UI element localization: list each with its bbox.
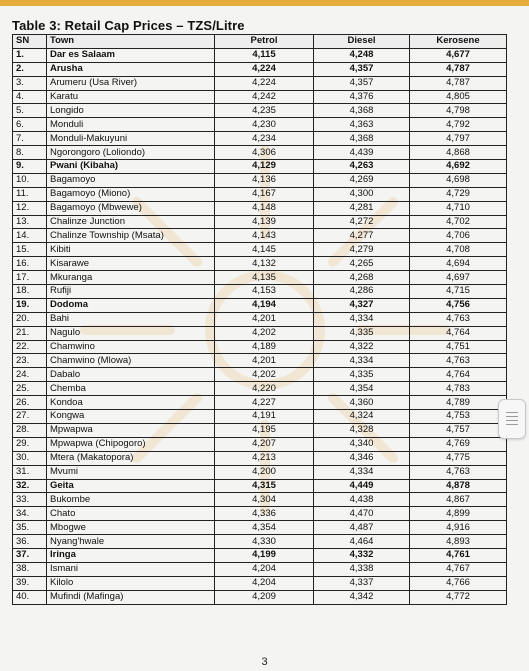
table-row (13, 410, 507, 424)
cell-sn: 14. (13, 229, 47, 243)
table-row (13, 382, 507, 396)
table-body (13, 48, 507, 604)
cell-kerosene: 4,697 (410, 271, 507, 285)
cell-diesel: 4,337 (314, 576, 410, 590)
cell-diesel: 4,327 (314, 298, 410, 312)
cell-diesel: 4,322 (314, 340, 410, 354)
cell-town: Kongwa (47, 410, 215, 424)
table-row (13, 535, 507, 549)
cell-diesel: 4,332 (314, 548, 410, 562)
cell-sn: 35. (13, 521, 47, 535)
cell-town: Ngorongoro (Loliondo) (47, 146, 215, 160)
cell-petrol: 4,330 (215, 535, 314, 549)
cell-sn: 30. (13, 451, 47, 465)
cell-sn: 2. (13, 62, 47, 76)
cell-sn: 9. (13, 160, 47, 174)
table-row (13, 243, 507, 257)
cell-sn: 26. (13, 396, 47, 410)
cell-sn: 10. (13, 173, 47, 187)
cell-town: Dar es Salaam (47, 48, 215, 62)
cell-town: Dodoma (47, 298, 215, 312)
table-row (13, 507, 507, 521)
cell-kerosene: 4,798 (410, 104, 507, 118)
cell-sn: 20. (13, 312, 47, 326)
table-row (13, 271, 507, 285)
cell-diesel: 4,269 (314, 173, 410, 187)
cell-diesel: 4,268 (314, 271, 410, 285)
cell-town: Nyang'hwale (47, 535, 215, 549)
cell-kerosene: 4,867 (410, 493, 507, 507)
cell-kerosene: 4,715 (410, 285, 507, 299)
cell-diesel: 4,357 (314, 76, 410, 90)
cell-kerosene: 4,787 (410, 62, 507, 76)
cell-kerosene: 4,756 (410, 298, 507, 312)
cell-town: Arumeru (Usa River) (47, 76, 215, 90)
table-row (13, 576, 507, 590)
cell-kerosene: 4,772 (410, 590, 507, 604)
cell-kerosene: 4,783 (410, 382, 507, 396)
cell-petrol: 4,202 (215, 368, 314, 382)
cell-diesel: 4,300 (314, 187, 410, 201)
cell-sn: 38. (13, 562, 47, 576)
column-header-town: Town (47, 35, 215, 49)
cell-town: Kisarawe (47, 257, 215, 271)
cell-sn: 21. (13, 326, 47, 340)
table-row (13, 437, 507, 451)
cell-diesel: 4,487 (314, 521, 410, 535)
cell-sn: 17. (13, 271, 47, 285)
cell-town: Mpwapwa (47, 423, 215, 437)
cell-kerosene: 4,764 (410, 326, 507, 340)
cell-petrol: 4,242 (215, 90, 314, 104)
cell-sn: 25. (13, 382, 47, 396)
table-row (13, 326, 507, 340)
cell-kerosene: 4,775 (410, 451, 507, 465)
cell-diesel: 4,265 (314, 257, 410, 271)
cell-town: Bagamoyo (Mbwewe) (47, 201, 215, 215)
cell-kerosene: 4,708 (410, 243, 507, 257)
page-number: 3 (261, 656, 268, 668)
cell-kerosene: 4,751 (410, 340, 507, 354)
cell-kerosene: 4,702 (410, 215, 507, 229)
cell-kerosene: 4,766 (410, 576, 507, 590)
cell-diesel: 4,272 (314, 215, 410, 229)
table-row (13, 48, 507, 62)
table-row (13, 562, 507, 576)
cell-town: Karatu (47, 90, 215, 104)
cell-sn: 5. (13, 104, 47, 118)
cell-diesel: 4,335 (314, 326, 410, 340)
cell-sn: 4. (13, 90, 47, 104)
table-row (13, 354, 507, 368)
cell-kerosene: 4,916 (410, 521, 507, 535)
table-row (13, 201, 507, 215)
cell-diesel: 4,470 (314, 507, 410, 521)
cell-town: Iringa (47, 548, 215, 562)
cell-sn: 22. (13, 340, 47, 354)
cell-petrol: 4,224 (215, 76, 314, 90)
cell-diesel: 4,286 (314, 285, 410, 299)
table-row (13, 451, 507, 465)
table-row (13, 76, 507, 90)
cell-sn: 28. (13, 423, 47, 437)
cell-town: Longido (47, 104, 215, 118)
cell-town: Monduli (47, 118, 215, 132)
cell-town: Rufiji (47, 285, 215, 299)
table-title: Table 3: Retail Cap Prices – TZS/Litre (12, 18, 245, 33)
cell-sn: 31. (13, 465, 47, 479)
cell-town: Kilolo (47, 576, 215, 590)
retail-cap-prices-table (12, 34, 507, 605)
cell-kerosene: 4,899 (410, 507, 507, 521)
cell-town: Chalinze Junction (47, 215, 215, 229)
cell-town: Dabalo (47, 368, 215, 382)
cell-diesel: 4,368 (314, 104, 410, 118)
cell-sn: 40. (13, 590, 47, 604)
cell-diesel: 4,363 (314, 118, 410, 132)
cell-petrol: 4,315 (215, 479, 314, 493)
cell-sn: 36. (13, 535, 47, 549)
cell-diesel: 4,248 (314, 48, 410, 62)
cell-kerosene: 4,792 (410, 118, 507, 132)
column-header-kerosene: Kerosene (410, 35, 507, 49)
cell-kerosene: 4,797 (410, 132, 507, 146)
cell-diesel: 4,334 (314, 354, 410, 368)
table-row (13, 285, 507, 299)
cell-town: Monduli-Makuyuni (47, 132, 215, 146)
table-row (13, 104, 507, 118)
cell-town: Bukombe (47, 493, 215, 507)
cell-diesel: 4,334 (314, 312, 410, 326)
table-row (13, 521, 507, 535)
table-row (13, 146, 507, 160)
cell-town: Mpwapwa (Chipogoro) (47, 437, 215, 451)
table-row (13, 118, 507, 132)
cell-petrol: 4,189 (215, 340, 314, 354)
cell-town: Mkuranga (47, 271, 215, 285)
table-row (13, 229, 507, 243)
cell-town: Nagulo (47, 326, 215, 340)
table-row (13, 90, 507, 104)
table-row (13, 160, 507, 174)
cell-kerosene: 4,694 (410, 257, 507, 271)
cell-petrol: 4,207 (215, 437, 314, 451)
cell-kerosene: 4,698 (410, 173, 507, 187)
top-accent-bar (0, 0, 529, 6)
cell-diesel: 4,449 (314, 479, 410, 493)
menu-lines-icon[interactable] (498, 399, 526, 439)
cell-town: Mbogwe (47, 521, 215, 535)
cell-kerosene: 4,757 (410, 423, 507, 437)
cell-kerosene: 4,767 (410, 562, 507, 576)
cell-town: Mufindi (Mafinga) (47, 590, 215, 604)
cell-sn: 37. (13, 548, 47, 562)
cell-town: Bahi (47, 312, 215, 326)
cell-kerosene: 4,706 (410, 229, 507, 243)
cell-diesel: 4,438 (314, 493, 410, 507)
cell-diesel: 4,360 (314, 396, 410, 410)
cell-petrol: 4,148 (215, 201, 314, 215)
cell-sn: 15. (13, 243, 47, 257)
cell-petrol: 4,129 (215, 160, 314, 174)
cell-town: Pwani (Kibaha) (47, 160, 215, 174)
cell-diesel: 4,328 (314, 423, 410, 437)
cell-diesel: 4,338 (314, 562, 410, 576)
cell-sn: 7. (13, 132, 47, 146)
cell-diesel: 4,324 (314, 410, 410, 424)
cell-sn: 29. (13, 437, 47, 451)
cell-sn: 1. (13, 48, 47, 62)
cell-sn: 19. (13, 298, 47, 312)
cell-petrol: 4,139 (215, 215, 314, 229)
cell-town: Mtera (Makatopora) (47, 451, 215, 465)
cell-sn: 18. (13, 285, 47, 299)
cell-diesel: 4,357 (314, 62, 410, 76)
cell-petrol: 4,195 (215, 423, 314, 437)
cell-town: Chemba (47, 382, 215, 396)
cell-town: Chamwino (Mlowa) (47, 354, 215, 368)
table-row (13, 132, 507, 146)
cell-diesel: 4,464 (314, 535, 410, 549)
cell-petrol: 4,153 (215, 285, 314, 299)
cell-town: Ismani (47, 562, 215, 576)
cell-sn: 6. (13, 118, 47, 132)
cell-petrol: 4,204 (215, 576, 314, 590)
cell-petrol: 4,304 (215, 493, 314, 507)
cell-kerosene: 4,763 (410, 312, 507, 326)
cell-petrol: 4,306 (215, 146, 314, 160)
cell-kerosene: 4,753 (410, 410, 507, 424)
cell-sn: 11. (13, 187, 47, 201)
cell-petrol: 4,115 (215, 48, 314, 62)
cell-petrol: 4,204 (215, 562, 314, 576)
cell-diesel: 4,346 (314, 451, 410, 465)
cell-petrol: 4,135 (215, 271, 314, 285)
cell-sn: 12. (13, 201, 47, 215)
cell-sn: 27. (13, 410, 47, 424)
table-row (13, 479, 507, 493)
table-header-row (13, 35, 507, 49)
cell-diesel: 4,334 (314, 465, 410, 479)
column-header-petrol: Petrol (215, 35, 314, 49)
cell-town: Kondoa (47, 396, 215, 410)
table-row (13, 340, 507, 354)
cell-sn: 33. (13, 493, 47, 507)
cell-diesel: 4,263 (314, 160, 410, 174)
cell-petrol: 4,143 (215, 229, 314, 243)
cell-kerosene: 4,893 (410, 535, 507, 549)
cell-town: Chalinze Township (Msata) (47, 229, 215, 243)
table-row (13, 396, 507, 410)
table-row (13, 493, 507, 507)
cell-kerosene: 4,763 (410, 354, 507, 368)
cell-kerosene: 4,764 (410, 368, 507, 382)
table-row (13, 215, 507, 229)
cell-kerosene: 4,692 (410, 160, 507, 174)
table-row (13, 465, 507, 479)
cell-diesel: 4,354 (314, 382, 410, 396)
cell-diesel: 4,439 (314, 146, 410, 160)
cell-kerosene: 4,868 (410, 146, 507, 160)
cell-town: Bagamoyo (Miono) (47, 187, 215, 201)
cell-petrol: 4,201 (215, 354, 314, 368)
cell-sn: 39. (13, 576, 47, 590)
cell-kerosene: 4,787 (410, 76, 507, 90)
cell-petrol: 4,145 (215, 243, 314, 257)
cell-sn: 23. (13, 354, 47, 368)
table-row (13, 312, 507, 326)
cell-petrol: 4,227 (215, 396, 314, 410)
cell-petrol: 4,200 (215, 465, 314, 479)
table-row (13, 298, 507, 312)
cell-petrol: 4,167 (215, 187, 314, 201)
cell-diesel: 4,279 (314, 243, 410, 257)
cell-diesel: 4,340 (314, 437, 410, 451)
cell-petrol: 4,230 (215, 118, 314, 132)
table-row (13, 548, 507, 562)
cell-town: Kibiti (47, 243, 215, 257)
cell-petrol: 4,209 (215, 590, 314, 604)
cell-petrol: 4,132 (215, 257, 314, 271)
cell-diesel: 4,335 (314, 368, 410, 382)
cell-town: Chato (47, 507, 215, 521)
table-row (13, 368, 507, 382)
cell-petrol: 4,213 (215, 451, 314, 465)
cell-petrol: 4,199 (215, 548, 314, 562)
cell-diesel: 4,277 (314, 229, 410, 243)
cell-diesel: 4,342 (314, 590, 410, 604)
cell-town: Arusha (47, 62, 215, 76)
cell-kerosene: 4,710 (410, 201, 507, 215)
cell-sn: 13. (13, 215, 47, 229)
cell-diesel: 4,376 (314, 90, 410, 104)
cell-sn: 3. (13, 76, 47, 90)
cell-town: Mvumi (47, 465, 215, 479)
cell-petrol: 4,354 (215, 521, 314, 535)
cell-petrol: 4,202 (215, 326, 314, 340)
cell-town: Chamwino (47, 340, 215, 354)
cell-kerosene: 4,729 (410, 187, 507, 201)
cell-petrol: 4,336 (215, 507, 314, 521)
cell-town: Bagamoyo (47, 173, 215, 187)
cell-petrol: 4,235 (215, 104, 314, 118)
cell-petrol: 4,194 (215, 298, 314, 312)
cell-kerosene: 4,677 (410, 48, 507, 62)
cell-petrol: 4,220 (215, 382, 314, 396)
table-row (13, 187, 507, 201)
cell-kerosene: 4,789 (410, 396, 507, 410)
table-row (13, 173, 507, 187)
cell-petrol: 4,201 (215, 312, 314, 326)
table-row (13, 257, 507, 271)
column-header-diesel: Diesel (314, 35, 410, 49)
cell-petrol: 4,234 (215, 132, 314, 146)
cell-kerosene: 4,761 (410, 548, 507, 562)
column-header-sn: SN (13, 35, 47, 49)
table-row (13, 423, 507, 437)
cell-diesel: 4,368 (314, 132, 410, 146)
cell-sn: 16. (13, 257, 47, 271)
cell-diesel: 4,281 (314, 201, 410, 215)
cell-kerosene: 4,769 (410, 437, 507, 451)
table-row (13, 62, 507, 76)
table-row (13, 590, 507, 604)
cell-petrol: 4,136 (215, 173, 314, 187)
cell-petrol: 4,224 (215, 62, 314, 76)
cell-sn: 32. (13, 479, 47, 493)
cell-sn: 8. (13, 146, 47, 160)
cell-petrol: 4,191 (215, 410, 314, 424)
cell-town: Geita (47, 479, 215, 493)
cell-kerosene: 4,805 (410, 90, 507, 104)
cell-kerosene: 4,878 (410, 479, 507, 493)
cell-kerosene: 4,763 (410, 465, 507, 479)
cell-sn: 34. (13, 507, 47, 521)
cell-sn: 24. (13, 368, 47, 382)
